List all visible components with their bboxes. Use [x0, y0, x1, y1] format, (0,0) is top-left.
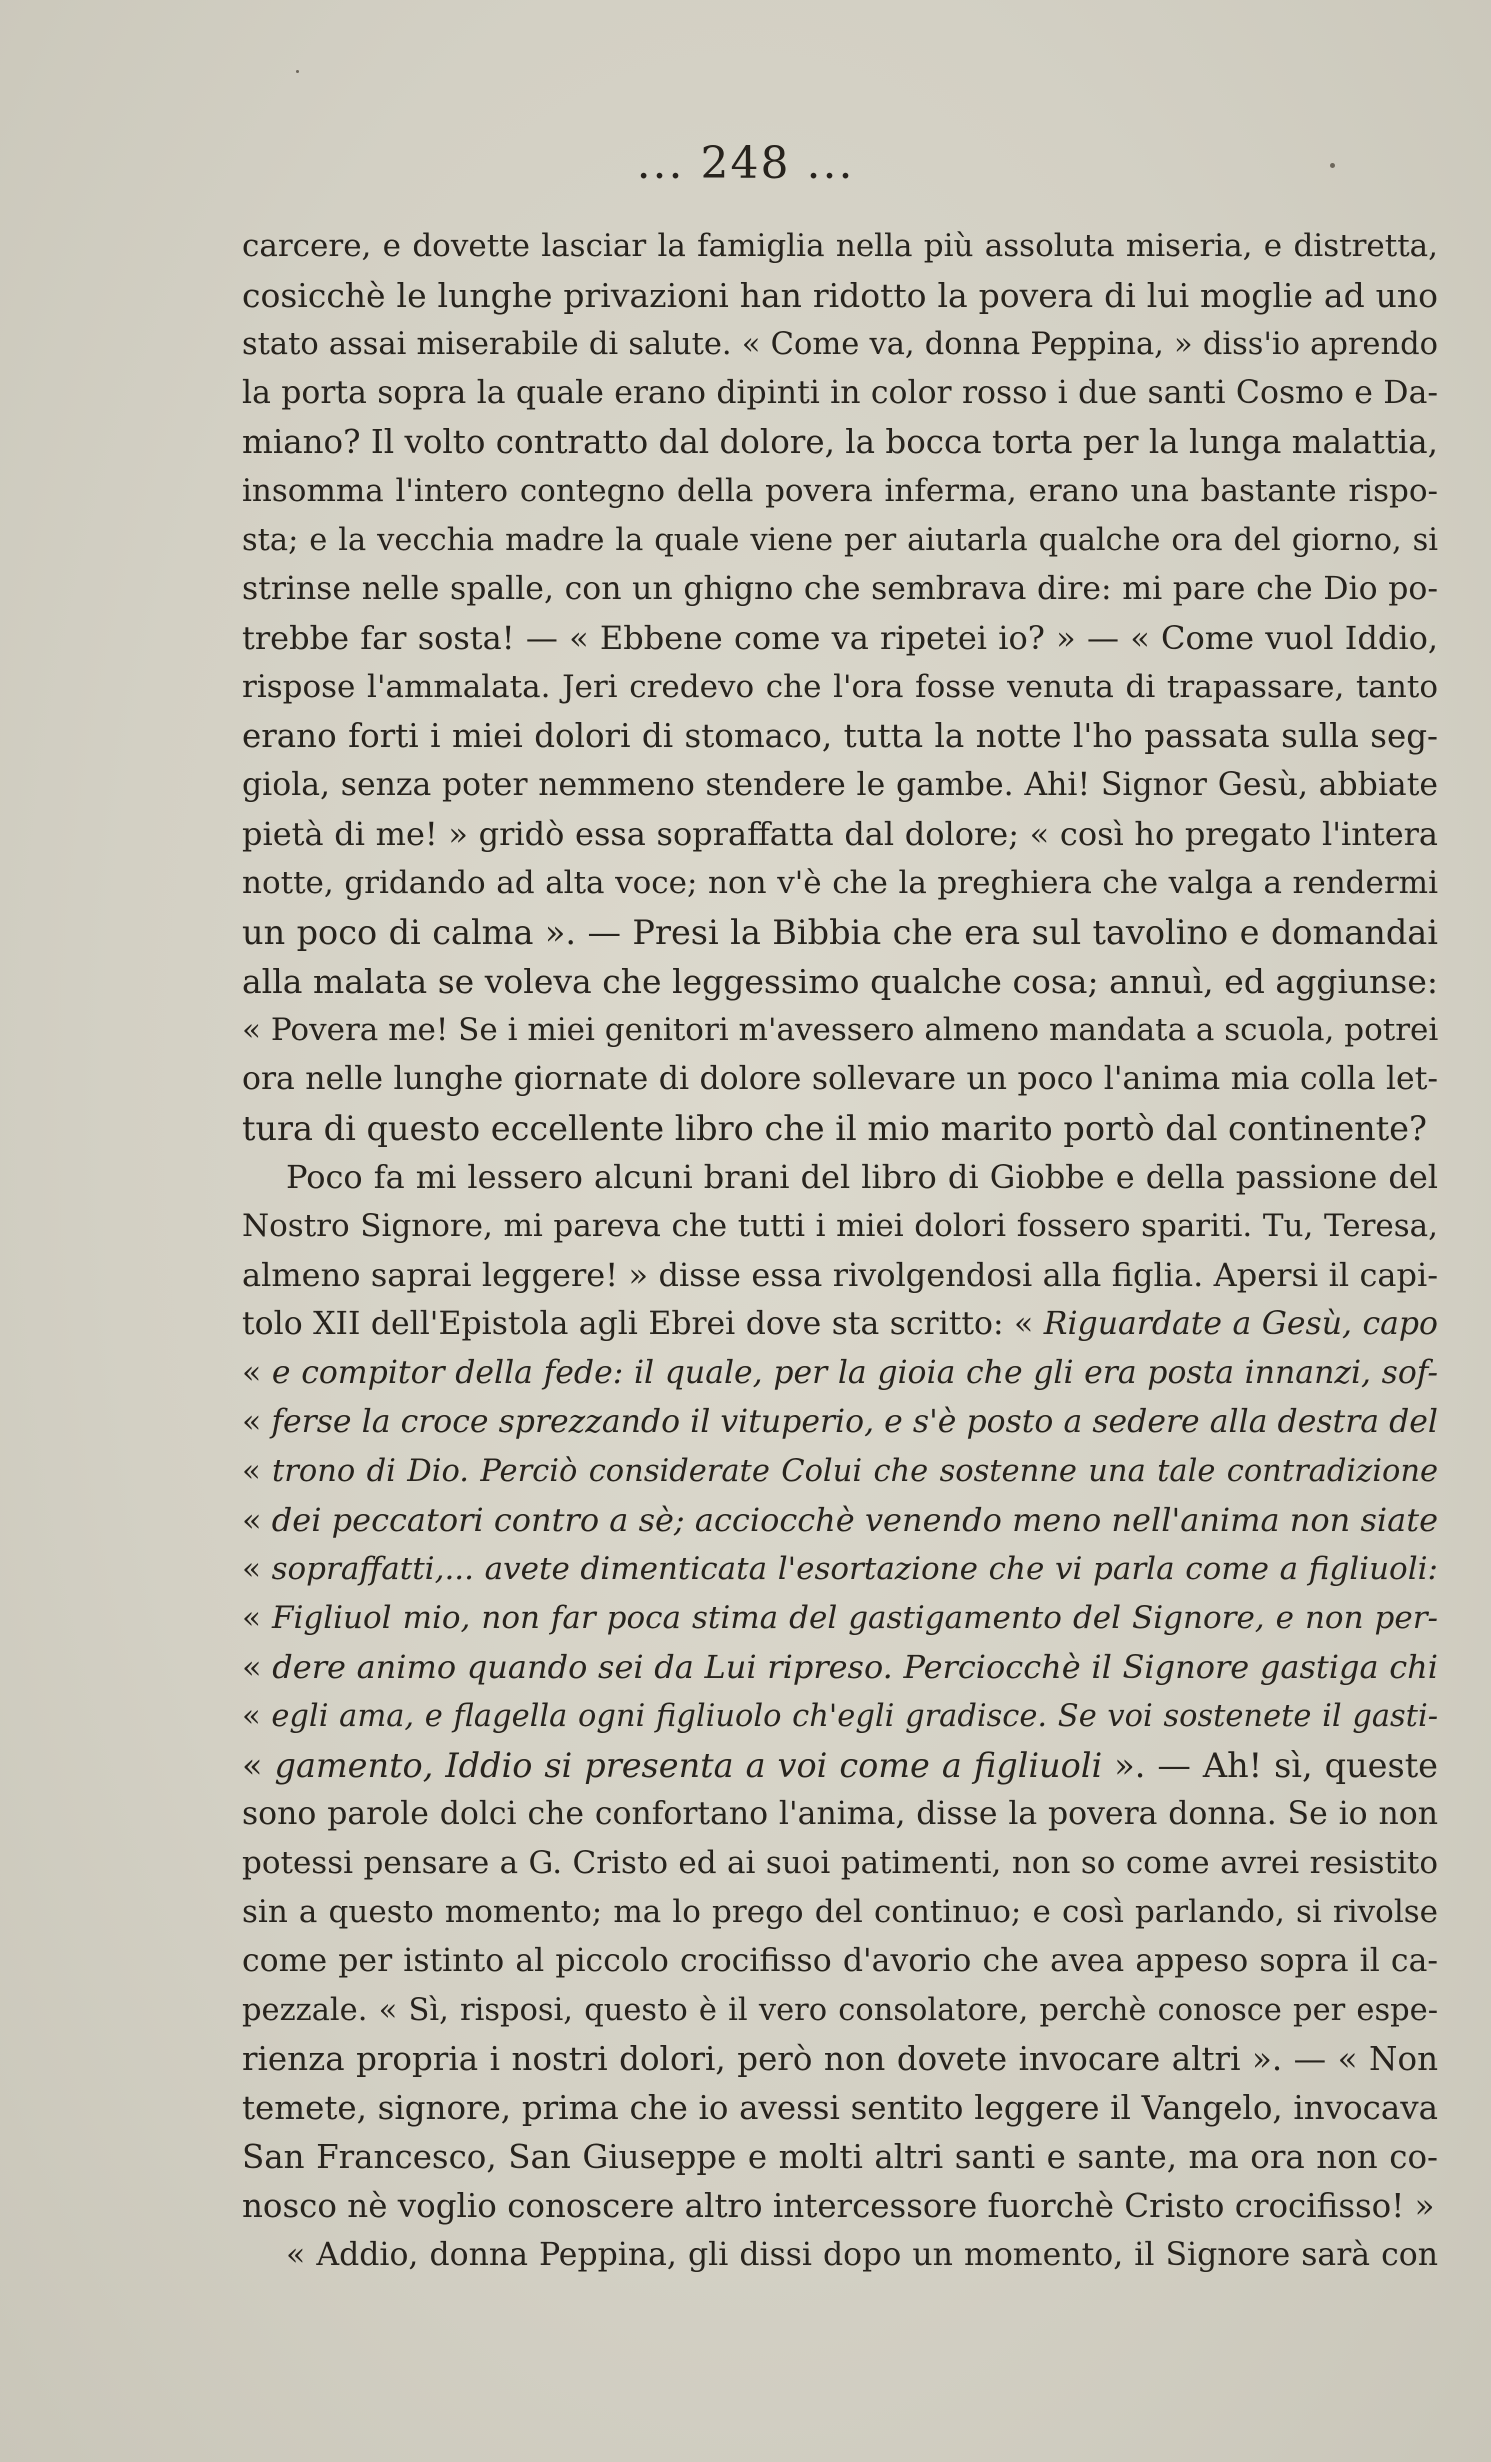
text-segment: tolo XII dell'Epistola agli Ebrei dove sta scritto: «: [242, 1306, 1044, 1342]
text-line: [242, 1349, 1438, 1398]
text-segment: trebbe far sosta! — « Ebbene come va ripetei io? » — « Come vuol Iddio,: [242, 619, 1438, 657]
text-segment: sta; e la vecchia madre la quale viene per aiutarla qualche ora del giorno, si: [242, 523, 1438, 558]
text-segment: cosicchè le lunghe privazioni han ridotto la povera di lui moglie ad uno: [242, 276, 1438, 315]
text-line: [242, 2133, 1438, 2182]
text-segment: Poco fa mi lessero alcuni brani del libro di Giobbe e della passione del: [286, 1158, 1438, 1196]
text-line: [242, 1055, 1438, 1104]
text-line: [242, 810, 1438, 859]
text-segment: pezzale. « Sì, risposi, questo è il vero consolatore, perchè conosce per espe-: [242, 1993, 1438, 2028]
text-line: [242, 222, 1438, 271]
paper-speck: [1330, 163, 1335, 168]
italic-quote-segment: Figliuol mio, non far poca stima del gastigamento del Signore, e non per-: [271, 1600, 1438, 1636]
text-segment: temete, signore, prima che io avessi sentito leggere il Vangelo, invocava: [242, 2089, 1438, 2127]
text-segment: «: [242, 1600, 272, 1636]
text-segment: «: [242, 1648, 273, 1686]
text-line: [242, 1447, 1438, 1496]
text-line: [242, 2084, 1438, 2133]
italic-quote-segment: Riguardate a Gesù, capo: [1043, 1306, 1438, 1342]
paper-speck: [296, 70, 299, 73]
text-segment: «: [242, 1454, 273, 1489]
text-segment: sin a questo momento; ma lo prego del continuo; e così parlando, si rivolse: [242, 1894, 1438, 1930]
text-line: [242, 1692, 1438, 1741]
text-segment: sono parole dolci che confortano l'anima, disse la povera donna. Se io non: [242, 1796, 1438, 1832]
text-segment: la porta sopra la quale erano dipinti in color rosso i due santi Cosmo e Da-: [242, 375, 1438, 411]
text-line: [242, 1398, 1438, 1447]
text-line: [242, 1251, 1438, 1300]
italic-quote-segment: gamento, Iddio si presenta a voi come a figliuoli: [274, 1746, 1103, 1785]
text-segment: potessi pensare a G. Cristo ed ai suoi patimenti, non so come avrei resistito: [242, 1845, 1438, 1881]
text-segment: rienza propria i nostri dolori, però non dovete invocare altri ». — « Non: [242, 2040, 1438, 2078]
text-segment: un poco di calma ». — Presi la Bibbia che era sul tavolino e domandai: [242, 913, 1438, 952]
italic-quote-segment: dei peccatori contro a sè; acciocchè venendo meno nell'anima non siate: [271, 1501, 1438, 1539]
text-segment: «: [242, 1355, 272, 1391]
text-line: [242, 1104, 1438, 1153]
italic-quote-segment: e compitor della fede: il quale, per la gioia che gli era posta innanzi, sof-: [271, 1355, 1438, 1391]
text-line: [242, 1006, 1438, 1055]
text-segment: almeno saprai leggere! » disse essa rivolgendosi alla figlia. Apersi il capi-: [242, 1256, 1438, 1294]
text-segment: San Francesco, San Giuseppe e molti altri santi e sante, ma ora non co-: [242, 2138, 1438, 2176]
text-line: [242, 2182, 1438, 2231]
text-segment: come per istinto al piccolo crocifisso d'avorio che avea appeso sopra il ca-: [242, 1943, 1438, 1979]
text-segment: insomma l'intero contegno della povera inferma, erano una bastante rispo-: [242, 473, 1438, 509]
text-line: [242, 516, 1438, 565]
text-line: [242, 1986, 1438, 2035]
text-segment: tura di questo eccellente libro che il mio marito portò dal continente?: [242, 1109, 1427, 1148]
text-segment: pietà di me! » gridò essa sopraffatta dal dolore; « così ho pregato l'intera: [242, 815, 1438, 853]
text-segment: Nostro Signore, mi pareva che tutti i miei dolori fossero spariti. Tu, Teresa,: [242, 1208, 1438, 1244]
text-line: [242, 1496, 1438, 1545]
text-segment: miano? Il volto contratto dal dolore, la bocca torta per la lunga malattia,: [242, 423, 1438, 461]
text-line: [242, 1741, 1438, 1790]
text-line: [242, 271, 1438, 320]
text-line: [242, 418, 1438, 467]
text-line: [242, 565, 1438, 614]
text-line: [242, 859, 1438, 908]
text-segment: strinse nelle spalle, con un ghigno che sembrava dire: mi pare che Dio po-: [242, 571, 1438, 607]
text-line: [242, 1888, 1438, 1937]
text-line: [242, 1202, 1438, 1251]
text-line: [242, 1839, 1438, 1888]
italic-quote-segment: egli ama, e flagella ogni figliuolo ch'egli gradisce. Se voi sostenete il gasti-: [271, 1699, 1438, 1734]
text-line: [242, 957, 1438, 1006]
text-line: [242, 761, 1438, 810]
text-segment: «: [242, 1551, 272, 1587]
text-segment: « Povera me! Se i miei genitori m'avessero almeno mandata a scuola, potrei: [242, 1012, 1438, 1048]
text-line: [242, 1594, 1438, 1643]
text-line: [242, 320, 1438, 369]
italic-quote-segment: ferse la croce sprezzando il vituperio, e s'è posto a sedere alla destra del: [271, 1404, 1438, 1440]
text-line: [242, 467, 1438, 516]
body-text: [242, 222, 1438, 2280]
text-line: [242, 1300, 1438, 1349]
text-line: [242, 2035, 1438, 2084]
text-line: [242, 1790, 1438, 1839]
italic-quote-segment: trono di Dio. Perciò considerate Colui che sostenne una tale contradizione: [272, 1454, 1438, 1489]
text-segment: rispose l'ammalata. Jeri credevo che l'ora fosse venuta di trapassare, tanto: [242, 669, 1438, 705]
text-segment: ». — Ah! sì, queste: [1102, 1746, 1438, 1785]
text-line: [242, 712, 1438, 761]
text-segment: alla malata se voleva che leggessimo qualche cosa; annuì, ed aggiunse:: [242, 962, 1438, 1001]
text-segment: giola, senza poter nemmeno stendere le gambe. Ahi! Signor Gesù, abbiate: [242, 767, 1438, 803]
text-line: [242, 1153, 1438, 1202]
text-segment: stato assai miserabile di salute. « Come va, donna Peppina, » diss'io aprendo: [242, 327, 1438, 362]
text-line: [242, 663, 1438, 712]
text-segment: carcere, e dovette lasciar la famiglia nella più assoluta miseria, e distretta,: [242, 228, 1438, 264]
text-segment: «: [242, 1746, 275, 1785]
italic-quote-segment: dere animo quando sei da Lui ripreso. Perciocchè il Signore gastiga chi: [272, 1648, 1438, 1686]
text-segment: erano forti i miei dolori di stomaco, tutta la notte l'ho passata sulla seg-: [242, 717, 1438, 755]
italic-quote-segment: sopraffatti,... avete dimenticata l'esortazione che vi parla come a figliuoli:: [271, 1551, 1438, 1587]
text-segment: « Addio, donna Peppina, gli dissi dopo un momento, il Signore sarà con: [286, 2237, 1438, 2273]
text-segment: «: [242, 1501, 272, 1539]
text-line: [242, 614, 1438, 663]
text-line: [242, 369, 1438, 418]
text-segment: nosco nè voglio conoscere altro intercessore fuorchè Cristo crocifisso! »: [242, 2187, 1435, 2225]
text-line: [242, 1937, 1438, 1986]
text-segment: «: [242, 1404, 272, 1440]
text-segment: ora nelle lunghe giornate di dolore sollevare un poco l'anima mia colla let-: [242, 1061, 1438, 1097]
text-line: [242, 2231, 1438, 2280]
text-segment: «: [242, 1699, 272, 1734]
page-number: ... 248 ...: [636, 138, 855, 189]
text-line: [242, 908, 1438, 957]
text-line: [242, 1545, 1438, 1594]
text-segment: notte, gridando ad alta voce; non v'è che la preghiera che valga a rendermi: [242, 865, 1438, 901]
text-line: [242, 1643, 1438, 1692]
